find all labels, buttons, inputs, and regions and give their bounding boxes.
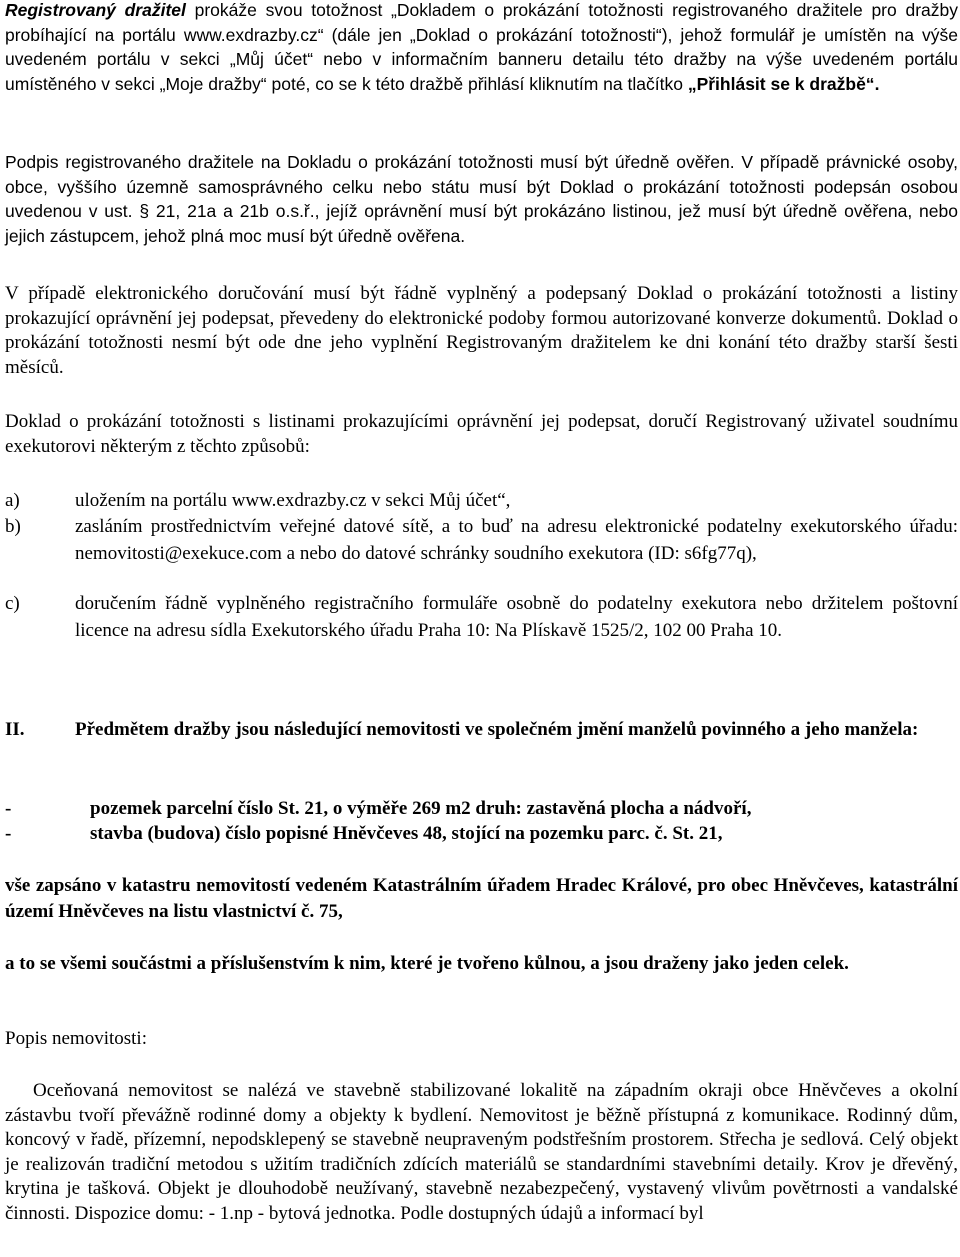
section-two	[5, 717, 958, 743]
list-text: uložením na portálu www.exdrazby.cz v sekci Můj účet“,	[75, 490, 511, 511]
paragraph-cadastre: vše zapsáno v katastru nemovitostí vedeném Katastrálním úřadem Hradec Králové, pro obec Hněvčeves, katastrální území Hněvčeves na listu vlastnictví č. 75,	[5, 875, 958, 922]
delivery-option-b	[5, 513, 958, 567]
paragraph-electronic-delivery: V případě elektronického doručování musí být řádně vyplněný a podepsaný Doklad o prokázání totožnosti a listiny prokazující oprávnění jej podepsat, převedeny do elektronické podoby formou autorizované konverze dokumentů. Doklad o prokázání totožnosti nesmí být ode dne jeho vyplnění Registrovaným dražitelem ke dni konání této dražby starší šesti měsíců.	[5, 283, 958, 378]
paragraph-signature-verification: Podpis registrovaného dražitele na Dokladu o prokázání totožnosti musí být úředně ověřen. V případě právnické osoby, obce, vyššího územně samosprávného celku nebo státu musí být Doklad o prokázání totožnosti podepsán osobou uvedenou v ust. § 21, 21a a 21b o.s.ř., jejíž oprávnění musí být prokázáno listinou, jež musí být úředně ověřena, nebo jejich zástupcem, jehož plná moc musí být úředně ověřena.	[5, 152, 958, 246]
list-marker: -	[5, 823, 12, 844]
section-number: II.	[5, 719, 25, 740]
property-text: pozemek parcelní číslo St. 21, o výměře 269 m2 druh: zastavěná plocha a nádvoří,	[90, 798, 752, 819]
login-to-auction-button-label: „Přihlásit se k dražbě“	[687, 73, 875, 94]
list-marker: -	[5, 798, 12, 819]
property-item	[5, 822, 958, 846]
paragraph-property-description: Oceňovaná nemovitost se nalézá ve stavebně stabilizované lokalitě na západním okraji obce Hněvčeves a okolní zástavbu tvoří převážně rodinné domy a objekty k bydlení. Nemovitost je běžně přístupná z komunikace. Rodinný dům, koncový v řadě, přízemní, nepodsklepený se stavebně neupraveným podstřešním prostorem. Střecha je sedlová. Celý objekt je realizován tradiční metodou s užitím tradičních zdících materiálů se standardními stavebními detaily. Krov je dřevěný, krytina je tašková. Objekt je dlouhodobě neužívaný, stavebně nezabezpečený, vystavený vlivům povětrnosti a vandalské činnosti. Dispozice domu: - 1.np - bytová jednotka. Podle dostupných údajů a informací byl	[5, 1080, 958, 1224]
paragraph-end-period: .	[874, 73, 880, 94]
paragraph-identity-proof	[5, 0, 958, 96]
delivery-option-a	[5, 487, 958, 514]
list-text: zasláním prostřednictvím veřejné datové sítě, a to buď na adresu elektronické podatelny exekutorského úřadu: nemovitosti@exekuce.com a nebo do datové schránky soudního exekutora (ID: s6fg77q),	[75, 516, 958, 564]
paragraph-delivery-methods: Doklad o prokázání totožnosti s listinami prokazujícími oprávnění jej podepsat, doručí Registrovaný uživatel soudnímu exekutorovi některým z těchto způsobů:	[5, 411, 958, 457]
identity-proof-text: prokáže svou totožnost „Dokladem o prokázání totožnosti registrovaného dražitele pro dražby probíhající na portálu www.exdrazby.cz“ (dále jen „Doklad o prokázání totožnosti“), jehož formulář je umístěn na výše uvedeném portálu v sekci „Můj účet“ nebo v informačním banneru detailu této dražby na výše uvedeném portálu umístěného v sekci „Moje dražby“ poté, co se k této dražbě přihlásí kliknutím na tlačítko	[5, 0, 958, 94]
delivery-option-c	[5, 590, 958, 644]
property-item	[5, 797, 958, 821]
description-label: Popis nemovitosti:	[5, 1028, 147, 1049]
list-text: doručením řádně vyplněného registračního formuláře osobně do podatelny exekutora nebo držitelem poštovní licence na adresu sídla Exekutorského úřadu Praha 10: Na Plískavě 1525/2, 102 00 Praha 10.	[75, 593, 958, 641]
registered-bidder-lead: Registrovaný dražitel	[5, 0, 186, 20]
list-marker: a)	[5, 490, 20, 511]
section-heading: Předmětem dražby jsou následující nemovitosti ve společném jmění manželů povinného a jeho manžela:	[75, 719, 919, 740]
paragraph-accessories: a to se všemi součástmi a příslušenstvím k nim, které je tvořeno kůlnou, a jsou draženy jako jeden celek.	[5, 953, 849, 974]
list-marker: b)	[5, 516, 21, 537]
property-text: stavba (budova) číslo popisné Hněvčeves 48, stojící na pozemku parc. č. St. 21,	[90, 823, 723, 844]
list-marker: c)	[5, 593, 20, 614]
